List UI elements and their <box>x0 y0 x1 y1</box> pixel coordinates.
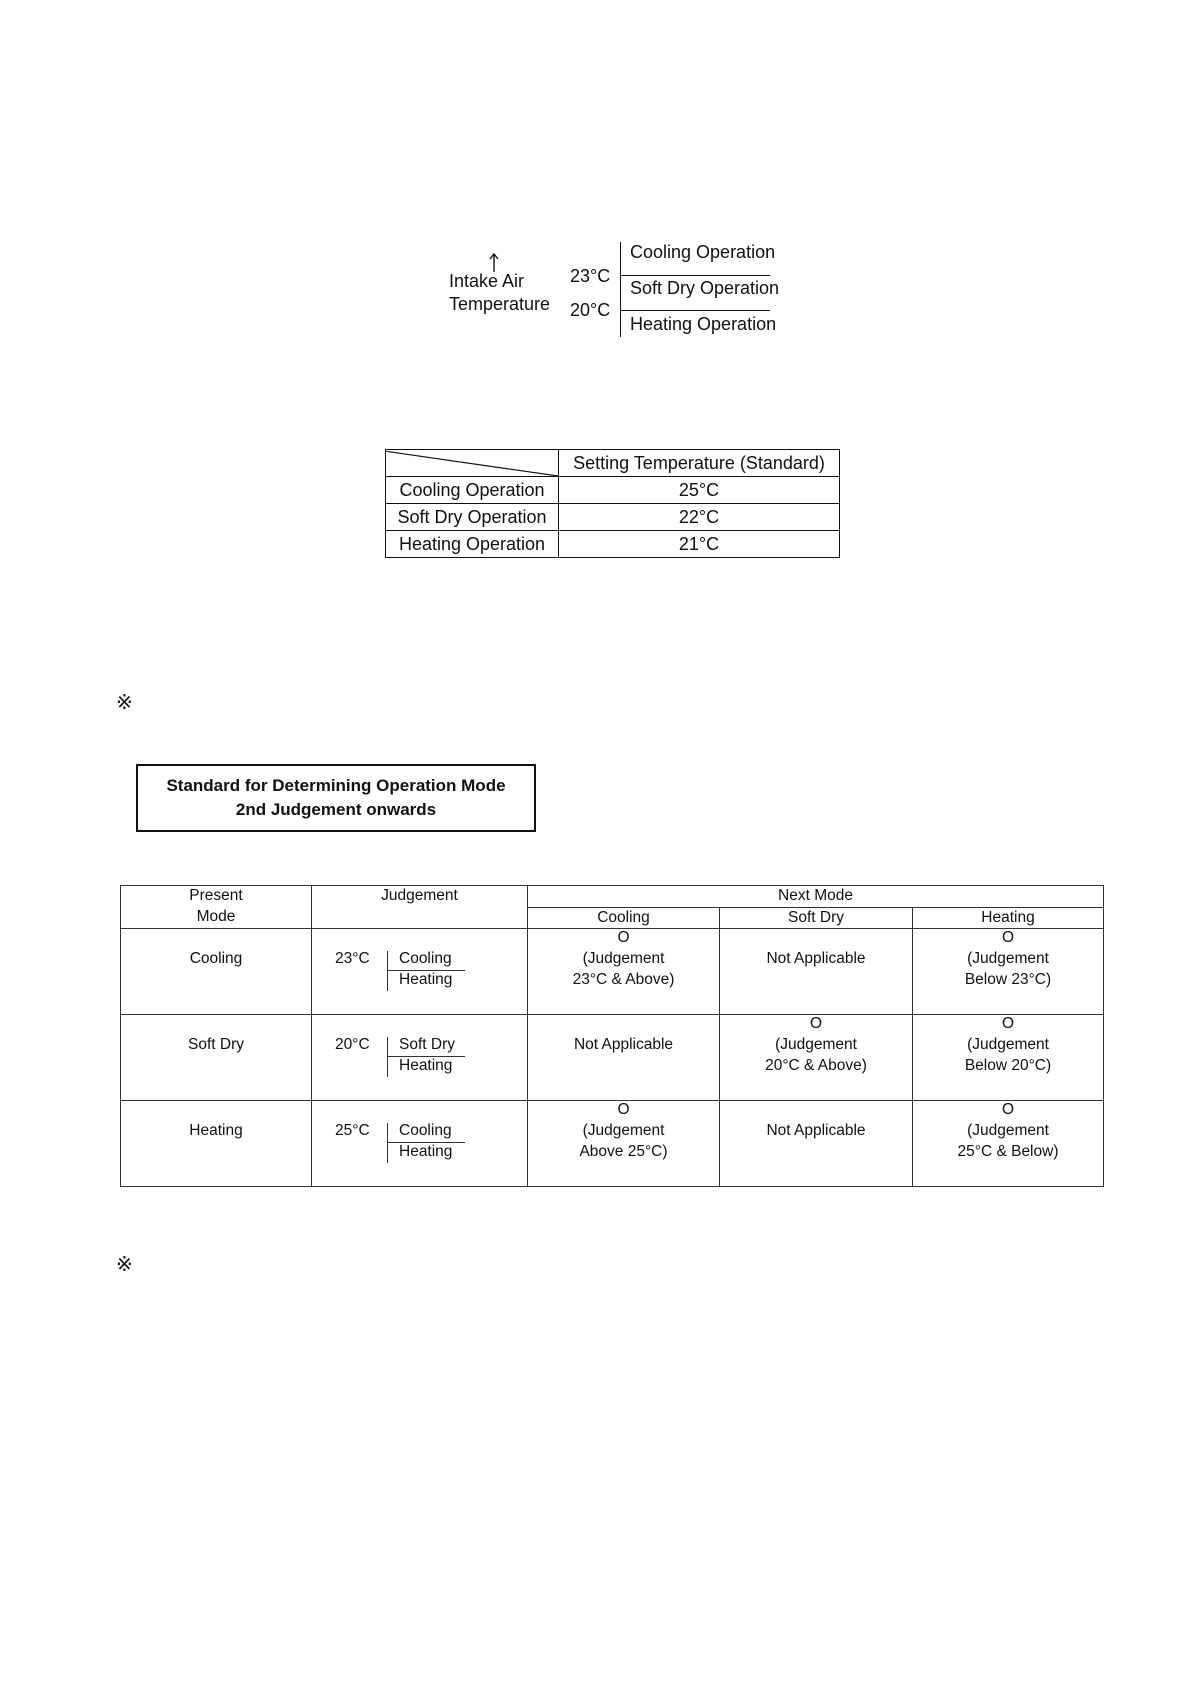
present-mode-cell: Heating <box>120 1100 312 1187</box>
mode-cell: Cooling Operation <box>386 477 559 504</box>
mode-cell: Soft Dry Operation <box>386 504 559 531</box>
next-heating-cell: O (Judgement Below 20°C) <box>912 1014 1104 1101</box>
header-judgement: Judgement <box>311 885 528 929</box>
section-title-line1: Standard for Determining Operation Mode <box>166 776 506 795</box>
next-heating-cell: O (Judgement Below 23°C) <box>912 928 1104 1015</box>
diagram-vertical-line <box>620 242 621 337</box>
present-mode-cell: Cooling <box>120 928 312 1015</box>
operation-soft-dry: Soft Dry Operation <box>630 278 780 298</box>
mode-cell: Heating Operation <box>386 531 559 558</box>
threshold-high: 23°C <box>570 266 611 286</box>
table-row <box>386 477 840 504</box>
judgement-table <box>120 885 1104 1187</box>
next-cooling-cell: Not Applicable <box>527 1014 720 1101</box>
section-title-box <box>136 764 536 832</box>
note-mark: ※ <box>116 692 133 714</box>
judgement-cell: 25°C Cooling Heating <box>311 1100 528 1187</box>
table-row <box>386 504 840 531</box>
setting-temperature-table <box>385 449 840 558</box>
header-cooling: Cooling <box>527 907 720 929</box>
next-heating-cell: O (Judgement 25°C & Below) <box>912 1100 1104 1187</box>
diagram-divider <box>620 310 770 311</box>
next-soft-dry-cell: O (Judgement 20°C & Above) <box>719 1014 913 1101</box>
value-cell: 25°C <box>559 477 840 504</box>
setting-header: Setting Temperature (Standard) <box>559 450 840 477</box>
table-row <box>386 531 840 558</box>
next-cooling-cell: O (Judgement 23°C & Above) <box>527 928 720 1015</box>
header-next-mode: Next Mode <box>527 885 1104 908</box>
note-mark: ※ <box>116 1254 133 1276</box>
header-present-mode: Present Mode <box>120 885 312 929</box>
threshold-low: 20°C <box>570 300 611 320</box>
present-mode-cell: Soft Dry <box>120 1014 312 1101</box>
corner-cell <box>386 450 559 477</box>
judgement-cell: 20°C Soft Dry Heating <box>311 1014 528 1101</box>
judgement-cell: 23°C Cooling Heating <box>311 928 528 1015</box>
value-cell: 22°C <box>559 504 840 531</box>
header-heating: Heating <box>912 907 1104 929</box>
section-title-line2: 2nd Judgement onwards <box>235 800 437 819</box>
operation-cooling: Cooling Operation <box>630 242 776 262</box>
header-soft-dry: Soft Dry <box>719 907 913 929</box>
diagram-divider <box>620 275 770 276</box>
intake-air-label: Intake Air Temperature <box>449 271 551 314</box>
operation-heating: Heating Operation <box>630 314 777 334</box>
next-cooling-cell: O (Judgement Above 25°C) <box>527 1100 720 1187</box>
next-soft-dry-cell: Not Applicable <box>719 928 913 1015</box>
next-soft-dry-cell: Not Applicable <box>719 1100 913 1187</box>
up-arrow-icon <box>488 252 500 272</box>
value-cell: 21°C <box>559 531 840 558</box>
intake-temperature-diagram <box>440 240 800 340</box>
